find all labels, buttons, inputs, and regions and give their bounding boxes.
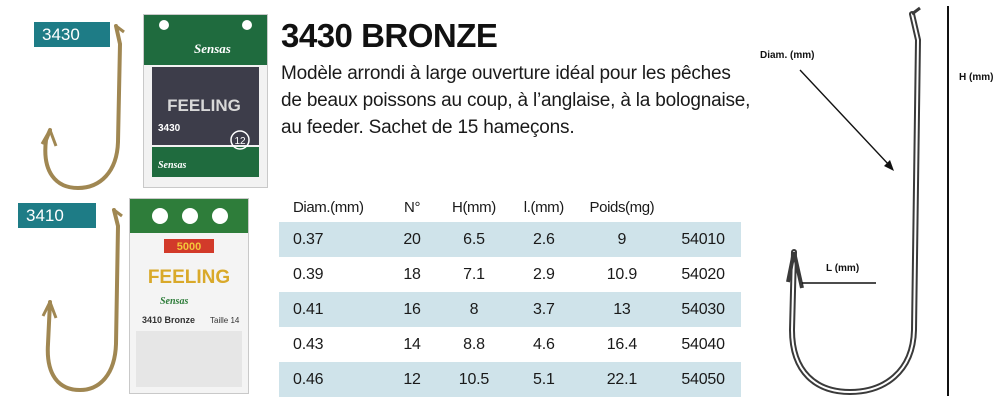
cell-height: 7.1: [463, 265, 485, 283]
spec-table: [279, 192, 741, 397]
svg-text:3430: 3430: [158, 123, 181, 134]
cell-weight: 16.4: [606, 335, 638, 353]
svg-text:Sensas: Sensas: [194, 41, 231, 56]
cell-length: 4.6: [533, 335, 555, 353]
cell-number: 14: [403, 335, 421, 353]
cell-number: 20: [385, 222, 439, 257]
pack-3410-image: [129, 198, 249, 394]
cell-diam: 0.43: [293, 335, 324, 353]
hook-3430-icon: [28, 22, 128, 194]
header-number: N°: [404, 198, 421, 216]
header-ref: [665, 192, 741, 222]
table-row: [279, 292, 741, 327]
cell-weight: 22.1: [579, 362, 666, 397]
header-height: H(mm): [452, 198, 496, 216]
cell-diam: 0.37: [279, 222, 385, 257]
header-weight: Poids(mg): [589, 198, 655, 216]
svg-text:5000: 5000: [176, 241, 202, 253]
cell-weight: 13: [579, 292, 666, 327]
cell-height: 8.8: [463, 335, 485, 353]
table-row: [279, 222, 741, 257]
cell-ref: 54020: [681, 265, 725, 283]
cell-number: 18: [403, 265, 421, 283]
model-tag-3430: 3430: [34, 22, 110, 47]
table-row: [279, 327, 741, 362]
svg-text:Taille 14: Taille 14: [210, 316, 240, 325]
product-description: Modèle arrondi à large ouverture idéal pour les pêches de beaux poissons au coup, à l’anglaise, à la bolognaise, au feeder. Sachet de 15 hameçons.: [281, 63, 751, 138]
svg-text:FEELING: FEELING: [167, 96, 241, 115]
cell-number: 16: [385, 292, 439, 327]
svg-text:FEELING: FEELING: [147, 267, 231, 288]
pack-3430-art: [144, 15, 267, 187]
svg-text:Sensas: Sensas: [160, 296, 189, 307]
diagram-diam-label: Diam. (mm): [760, 50, 815, 61]
svg-text:Sensas: Sensas: [158, 160, 187, 171]
pack-3410-art: [130, 199, 248, 393]
cell-number: 12: [385, 362, 439, 397]
model-tag-3410: 3410: [18, 203, 96, 228]
pack-3430-image: [143, 14, 268, 188]
cell-length: 2.6: [509, 222, 579, 257]
table-row: [279, 362, 741, 397]
svg-text:3410 Bronze: 3410 Bronze: [142, 315, 196, 325]
header-diam: Diam.(mm): [293, 198, 364, 216]
cell-ref: 54040: [681, 335, 725, 353]
svg-text:12: 12: [234, 136, 246, 147]
cell-length: 5.1: [509, 362, 579, 397]
cell-weight: 10.9: [606, 265, 638, 283]
table-header-row: [279, 192, 741, 222]
cell-height: 10.5: [439, 362, 509, 397]
cell-diam: 0.46: [279, 362, 385, 397]
cell-weight: 9: [579, 222, 666, 257]
diagram-height-label: H (mm): [959, 72, 994, 83]
hook-dimension-diagram: [752, 0, 1000, 411]
cell-ref: 54050: [665, 362, 741, 397]
cell-length: 2.9: [533, 265, 555, 283]
header-length: l.(mm): [523, 198, 564, 216]
product-title: 3430 BRONZE: [281, 17, 498, 54]
diagram-length-label: L (mm): [826, 263, 860, 274]
hook-3410-icon: [30, 206, 126, 396]
cell-height: 8: [439, 292, 509, 327]
cell-diam: 0.41: [279, 292, 385, 327]
cell-ref: 54010: [665, 222, 741, 257]
cell-ref: 54030: [665, 292, 741, 327]
cell-height: 6.5: [439, 222, 509, 257]
cell-length: 3.7: [509, 292, 579, 327]
cell-diam: 0.39: [293, 265, 324, 283]
table-row: [279, 257, 741, 292]
